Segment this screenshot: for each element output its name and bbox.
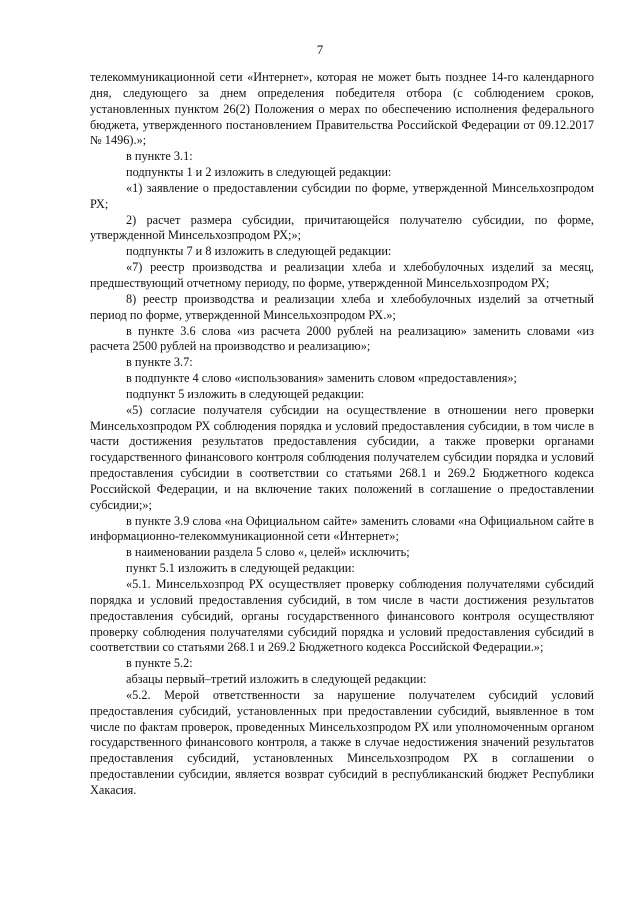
document-paragraph: абзацы первый–третий изложить в следующей редакции:: [126, 672, 427, 687]
document-paragraph: подпункт 5 изложить в следующей редакции:: [126, 386, 365, 401]
document-paragraph: в пункте 5.2:: [126, 656, 193, 671]
document-paragraph: «5) согласие получателя субсидии на осуществление в отношении него проверки Минсельхозпродом РХ соблюдения порядка и условий предоставления субсидии, в том числе в части достижения результатов предоставления субсидии, а также проверки органами государственного финансового контроля соблюдения получателем субсидии порядка и условий предоставления субсидии в соответствии со статьями 268.1 и 269.2 Бюджетного кодекса Российской Федерации, и на включение таких положений в соглашение о предоставлении субсидии;»;: [90, 402, 594, 512]
document-paragraph: пункт 5.1 изложить в следующей редакции:: [126, 561, 355, 576]
document-paragraph: «7) реестр производства и реализации хлеба и хлебобулочных изделий за месяц, предшествующий отчетному периоду, по форме, утвержденной Минсельхозпродом РХ;: [90, 260, 594, 290]
document-paragraph: в пункте 3.1:: [126, 149, 193, 164]
document-paragraph: в пункте 3.9 слова «на Официальном сайте» заменить словами «на Официальном сайте в информационно-телекоммуникационной сети «Интернет»;: [90, 513, 594, 544]
document-paragraph: «5.2. Мерой ответственности за нарушение получателем субсидий условий предоставления субсидий, установленных при предоставлении субсидий, выявленное в том числе по фактам проверок, проведенных Минсельхозпродом РХ или уполномоченным органом государственного финансового контроля, а также в случае недостижения значений результатов предоставления субсидий, установленных Минсельхозпродом РХ в соглашении о предоставлении субсидии, является возврат субсидий в республиканский бюджет Республики Хакасия.: [90, 687, 594, 797]
document-paragraph: 2) расчет размера субсидии, причитающейся получателю субсидии, по форме, утвержденной Минсельхозпродом РХ;»;: [90, 212, 594, 243]
document-paragraph: в пункте 3.7:: [126, 355, 193, 370]
document-paragraph: подпункты 1 и 2 изложить в следующей редакции:: [126, 165, 392, 180]
document-paragraph: 8) реестр производства и реализации хлеба и хлебобулочных изделий за отчетный период по форме, утвержденной Минсельхозпродом РХ.»;: [90, 291, 594, 322]
document-paragraph: подпункты 7 и 8 изложить в следующей редакции:: [126, 244, 392, 259]
document-body: [90, 70, 594, 799]
document-paragraph: в пункте 3.6 слова «из расчета 2000 рублей на реализацию» заменить словами «из расчета 2500 рублей на производство и реализацию»;: [90, 323, 594, 354]
document-paragraph: «5.1. Минсельхозпрод РХ осуществляет проверку соблюдения получателями субсидий порядка и условий предоставления субсидий, в том числе в части достижения результатов предоставления субсидий, органы государственного финансового контроля осуществляют проверку соблюдения получателями субсидий порядка и условий предоставления субсидий в соответствии со статьями 268.1 и 269.2 Бюджетного кодекса Российской Федерации.»;: [90, 577, 594, 655]
document-paragraph: «1) заявление о предоставлении субсидии по форме, утвержденной Минсельхозпродом РХ;: [90, 180, 594, 211]
document-paragraph: в наименовании раздела 5 слово «, целей» исключить;: [126, 545, 410, 560]
document-paragraph: в подпункте 4 слово «использования» заменить словом «предоставления»;: [126, 371, 517, 386]
page-number: 7: [316, 42, 324, 57]
document-paragraph: телекоммуникационной сети «Интернет», которая не может быть позднее 14-го календарного дня, следующего за днем определения победителя отбора (с соблюдением сроков, установленных пунктом 26(2) Положения о мерах по обеспечению исполнения федерального бюджета, утвержденного постановлением Правительства Российской Федерации от 09.12.2017 № 1496).»;: [90, 70, 594, 148]
